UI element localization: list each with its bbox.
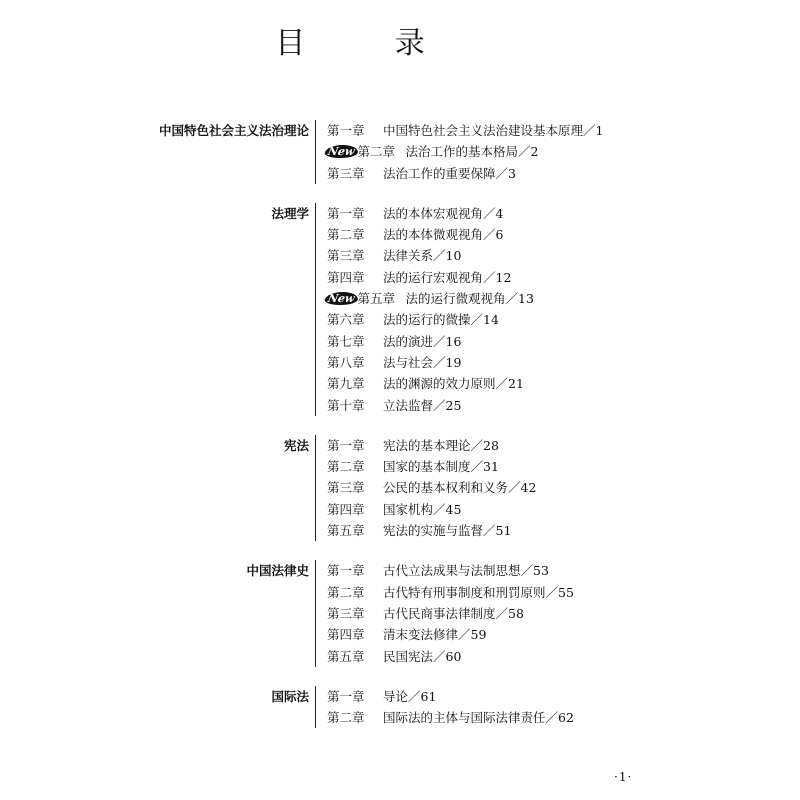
chapter-number: 第三章 — [327, 480, 365, 496]
table-of-contents — [0, 120, 800, 747]
chapter-title: 国家机构／45 — [383, 501, 462, 517]
chapter-entry[interactable] — [327, 395, 534, 416]
toc-section — [0, 560, 800, 666]
page-number: ·1· — [614, 770, 633, 784]
chapter-entry[interactable] — [327, 646, 574, 667]
chapter-title: 宪法的基本理论／28 — [383, 437, 499, 453]
chapter-title: 古代立法成果与法制思想／53 — [383, 563, 549, 579]
chapter-title: 民国宪法／60 — [383, 648, 462, 664]
chapter-entry[interactable] — [327, 582, 574, 603]
chapter-title: 法的本体宏观视角／4 — [383, 205, 504, 221]
chapter-number: 第五章 — [327, 648, 365, 664]
chapter-number: 第一章 — [327, 123, 365, 138]
chapter-list — [316, 560, 574, 666]
chapter-title: 宪法的实施与监督／51 — [383, 523, 512, 539]
chapter-number: 第二章 — [357, 144, 396, 160]
chapter-entry[interactable] — [327, 309, 534, 330]
chapter-title: 法的渊源的效力原则／21 — [383, 376, 524, 392]
chapter-number: 第五章 — [327, 523, 365, 539]
chapter-list — [316, 435, 536, 541]
chapter-title: 法的演进／16 — [383, 333, 462, 349]
chapter-entry[interactable] — [327, 477, 536, 498]
chapter-entry[interactable] — [327, 520, 536, 541]
chapter-number: 第九章 — [327, 376, 365, 392]
chapter-list — [316, 120, 603, 184]
chapter-entry[interactable] — [327, 624, 574, 645]
chapter-entry[interactable] — [327, 603, 574, 624]
chapter-title: 导论／61 — [383, 688, 437, 704]
chapter-number: 第三章 — [327, 248, 365, 264]
chapter-number: 第二章 — [327, 459, 365, 475]
chapter-number: 第四章 — [327, 627, 365, 643]
chapter-entry[interactable] — [327, 288, 534, 309]
chapter-entry[interactable] — [327, 435, 536, 456]
chapter-title: 法的运行宏观视角／12 — [383, 269, 512, 285]
chapter-entry[interactable] — [327, 707, 574, 728]
new-badge-icon: New — [324, 292, 359, 305]
chapter-number: 第二章 — [327, 584, 365, 600]
chapter-title: 法的运行的微操／14 — [383, 312, 499, 328]
chapter-entry[interactable] — [327, 686, 574, 707]
chapter-entry[interactable] — [327, 499, 536, 520]
chapter-title: 古代民商事法律制度／58 — [383, 605, 524, 621]
toc-section — [0, 120, 800, 184]
toc-section — [0, 203, 800, 416]
section-title: 中国特色社会主义法治理论 — [0, 120, 316, 184]
chapter-entry[interactable] — [327, 373, 534, 394]
chapter-title: 立法监督／25 — [383, 397, 462, 413]
chapter-title: 法律关系／10 — [383, 248, 462, 264]
chapter-number: 第七章 — [327, 333, 365, 349]
chapter-title: 公民的基本权利和义务／42 — [383, 480, 537, 496]
chapter-entry[interactable] — [327, 267, 534, 288]
new-badge-icon: New — [324, 145, 359, 158]
section-title: 宪法 — [0, 435, 316, 541]
chapter-entry[interactable] — [327, 203, 534, 224]
chapter-number: 第二章 — [327, 710, 365, 726]
chapter-number: 第四章 — [327, 501, 365, 517]
page-title: 目 录 — [275, 26, 465, 61]
chapter-number: 第五章 — [357, 291, 396, 307]
chapter-number: 第一章 — [327, 437, 365, 453]
chapter-number: 第六章 — [327, 312, 365, 328]
chapter-entry[interactable] — [327, 331, 534, 352]
chapter-title: 国家的基本制度／31 — [383, 459, 499, 475]
chapter-entry[interactable] — [327, 224, 534, 245]
section-title: 中国法律史 — [0, 560, 316, 666]
chapter-list — [316, 203, 534, 416]
chapter-title: 中国特色社会主义法治建设基本原理／1 — [383, 123, 604, 138]
chapter-title: 法的运行微观视角／13 — [405, 291, 534, 307]
chapter-title: 古代特有刑事制度和刑罚原则／55 — [383, 584, 574, 600]
toc-section — [0, 435, 800, 541]
section-title: 法理学 — [0, 203, 316, 416]
chapter-number: 第三章 — [327, 165, 365, 181]
chapter-title: 清末变法修律／59 — [383, 627, 487, 643]
toc-section — [0, 686, 800, 729]
chapter-entry[interactable] — [327, 120, 603, 141]
chapter-number: 第一章 — [327, 205, 365, 221]
chapter-entry[interactable] — [327, 163, 603, 184]
chapter-entry[interactable] — [327, 141, 603, 162]
chapter-entry[interactable] — [327, 245, 534, 266]
chapter-list — [316, 686, 574, 729]
chapter-entry[interactable] — [327, 456, 536, 477]
chapter-title: 法的本体微观视角／6 — [383, 227, 504, 243]
chapter-number: 第十章 — [327, 397, 365, 413]
section-title: 国际法 — [0, 686, 316, 729]
chapter-number: 第八章 — [327, 354, 365, 370]
chapter-number: 第三章 — [327, 605, 365, 621]
chapter-entry[interactable] — [327, 352, 534, 373]
chapter-title: 法与社会／19 — [383, 354, 462, 370]
chapter-title: 法治工作的基本格局／2 — [405, 144, 539, 160]
chapter-number: 第二章 — [327, 227, 365, 243]
chapter-entry[interactable] — [327, 560, 574, 581]
chapter-number: 第一章 — [327, 563, 365, 579]
chapter-title: 法治工作的重要保障／3 — [383, 165, 516, 181]
chapter-number: 第四章 — [327, 269, 365, 285]
chapter-number: 第一章 — [327, 688, 365, 704]
chapter-title: 国际法的主体与国际法律责任／62 — [383, 710, 574, 726]
